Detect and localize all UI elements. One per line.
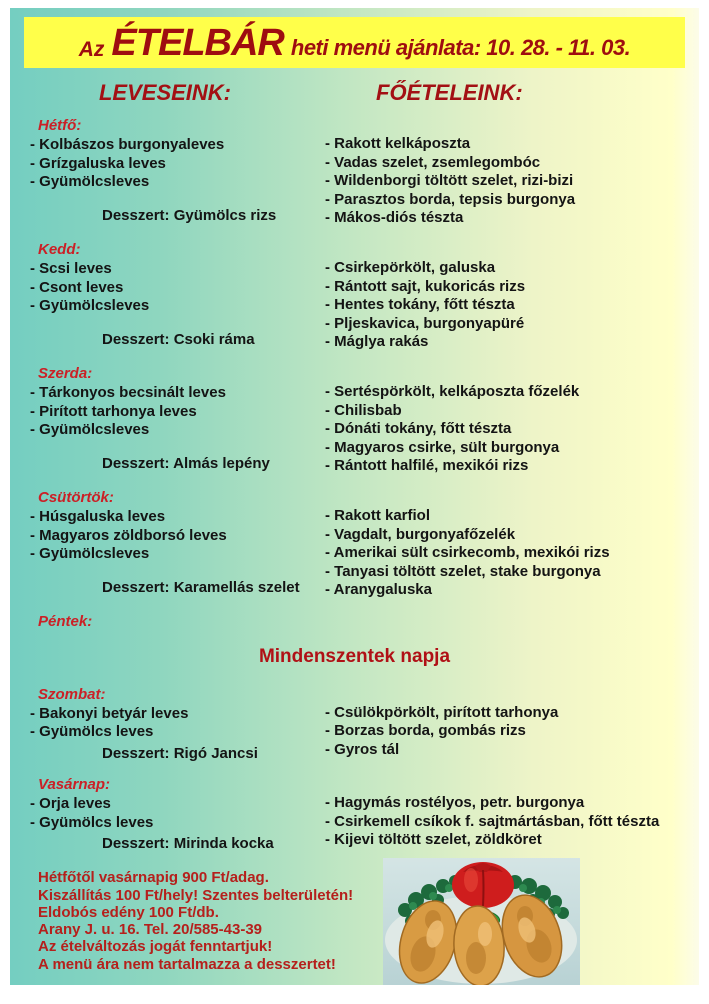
main-item: - Borzas borda, gombás rizs <box>325 722 526 740</box>
soup-item: - Húsgaluska leves <box>30 507 166 525</box>
day-left-column <box>10 612 320 632</box>
day-block-monday <box>10 116 699 228</box>
main-item: - Amerikai sült csirkecomb, mexikói rizs <box>325 544 610 562</box>
soup-item: - Pirított tarhonya leves <box>30 402 197 420</box>
main-item: - Magyaros csirke, sült burgonya <box>325 438 560 456</box>
main-item: - Wildenborgi töltött szelet, rizi-bizi <box>325 172 574 190</box>
soup-item: - Gyümölcsleves <box>30 173 150 191</box>
footer-line: Eldobós edény 100 Ft/db. <box>38 903 219 921</box>
dessert-line: Desszert: Csoki ráma <box>102 330 255 348</box>
day-left-column <box>10 488 320 600</box>
day-label: Szerda: <box>38 364 93 382</box>
holiday-note: Mindenszentek napja <box>258 645 451 667</box>
day-mains-column <box>325 685 699 763</box>
main-item: - Máglya rakás <box>325 333 429 351</box>
column-headers <box>10 80 699 106</box>
food-photo <box>383 858 580 985</box>
day-block-tuesday <box>10 240 699 352</box>
main-item: - Parasztos borda, tepsis burgonya <box>325 190 576 208</box>
footer-info <box>38 869 699 973</box>
dessert-line: Desszert: Mirinda kocka <box>102 835 274 853</box>
main-item: - Dónáti tokány, főtt tészta <box>325 420 512 438</box>
day-label: Csütörtök: <box>38 488 114 506</box>
days-list <box>10 116 699 853</box>
footer-line: A menü ára nem tartalmazza a desszertet! <box>38 955 336 973</box>
main-item: - Rántott halfilé, mexikói rizs <box>325 457 529 475</box>
dessert-line: Desszert: Karamellás szelet <box>102 578 300 596</box>
day-label: Hétfő: <box>38 117 82 134</box>
main-item: - Csirkemell csíkok f. sajtmártásban, főtt tészta <box>325 812 660 830</box>
soup-item: - Orja leves <box>30 795 111 813</box>
soup-item: - Magyaros zöldborsó leves <box>30 526 227 544</box>
soup-item: - Kolbászos burgonyaleves <box>30 136 225 153</box>
main-item: - Rántott sajt, kukoricás rizs <box>325 277 526 295</box>
soup-item: - Tárkonyos becsinált leves <box>30 383 226 401</box>
day-label: Vasárnap: <box>38 776 110 794</box>
footer-line: Arany J. u. 16. Tel. 20/585-43-39 <box>38 921 263 939</box>
main-item: - Hentes tokány, főtt tészta <box>325 296 515 314</box>
title-banner <box>24 17 685 68</box>
day-block-sunday <box>10 775 699 853</box>
soup-item: - Gyümölcsleves <box>30 297 150 315</box>
main-item: - Kijevi töltött szelet, zöldköret <box>325 831 542 849</box>
main-item: - Hagymás rostélyos, petr. burgonya <box>325 794 585 812</box>
day-mains-column <box>325 364 699 476</box>
day-block-saturday <box>10 685 699 763</box>
day-left-column <box>10 685 320 763</box>
footer-line: Hétfőtől vasárnapig 900 Ft/adag. <box>38 869 269 887</box>
mains-header: FŐÉTELEINK: <box>376 80 523 105</box>
dessert-line: Desszert: Rigó Jancsi <box>102 745 258 763</box>
menu-panel <box>10 8 699 985</box>
soup-item: - Gyümölcs leves <box>30 723 154 741</box>
soup-item: - Gyümölcsleves <box>30 421 150 439</box>
main-item: - Csülökpörkölt, pirított tarhonya <box>325 703 559 721</box>
day-mains-column <box>320 612 699 632</box>
day-left-column <box>10 775 320 853</box>
main-item: - Vadas szelet, zsemlegombóc <box>325 153 541 171</box>
main-item: - Csirkepörkölt, galuska <box>325 258 496 276</box>
day-mains-column <box>325 240 699 352</box>
footer-line: Kiszállítás 100 Ft/hely! Szentes belterületén! <box>38 886 354 904</box>
soup-item: - Csont leves <box>30 278 124 296</box>
main-item: - Chilisbab <box>325 401 402 419</box>
day-left-column <box>10 116 320 228</box>
day-mains-column <box>325 775 699 853</box>
main-item: - Rakott kelkáposzta <box>325 135 471 152</box>
day-left-column <box>10 240 320 352</box>
main-item: - Pljeskavica, burgonyapüré <box>325 314 525 332</box>
day-block-wednesday <box>10 364 699 476</box>
main-item: - Gyros tál <box>325 741 400 759</box>
dessert-line: Desszert: Almás lepény <box>102 454 270 472</box>
restaurant-name: ÉTELBÁR <box>111 22 284 64</box>
main-item: - Vagdalt, burgonyafőzelék <box>325 525 516 543</box>
soup-item: - Grízgaluska leves <box>30 154 166 172</box>
day-left-column <box>10 364 320 476</box>
day-label: Kedd: <box>38 240 81 258</box>
day-block-thursday <box>10 488 699 600</box>
main-item: - Rakott karfiol <box>325 506 431 524</box>
soup-item: - Gyümölcs leves <box>30 813 154 831</box>
main-item: - Tanyasi töltött szelet, stake burgonya <box>325 562 601 580</box>
soup-item: - Bakonyi betyár leves <box>30 704 189 722</box>
footer-line: Az ételváltozás jogát fenntartjuk! <box>38 938 273 956</box>
soups-header: LEVESEINK: <box>98 80 232 105</box>
title-prefix: Az <box>78 37 105 61</box>
title-subtitle: heti menü ajánlata: 10. 28. - 11. 03. <box>290 34 631 60</box>
dessert-line: Desszert: Gyümölcs rizs <box>102 206 277 224</box>
day-mains-column <box>325 488 699 600</box>
day-block-friday <box>10 612 699 632</box>
main-item: - Aranygaluska <box>325 581 432 599</box>
day-label: Péntek: <box>38 612 93 630</box>
soup-item: - Gyümölcsleves <box>30 545 150 563</box>
main-item: - Mákos-diós tészta <box>325 209 464 227</box>
day-label: Szombat: <box>38 685 106 703</box>
soup-item: - Scsi leves <box>30 259 112 277</box>
day-mains-column <box>325 116 699 228</box>
main-item: - Sertéspörkölt, kelkáposzta főzelék <box>325 382 580 400</box>
